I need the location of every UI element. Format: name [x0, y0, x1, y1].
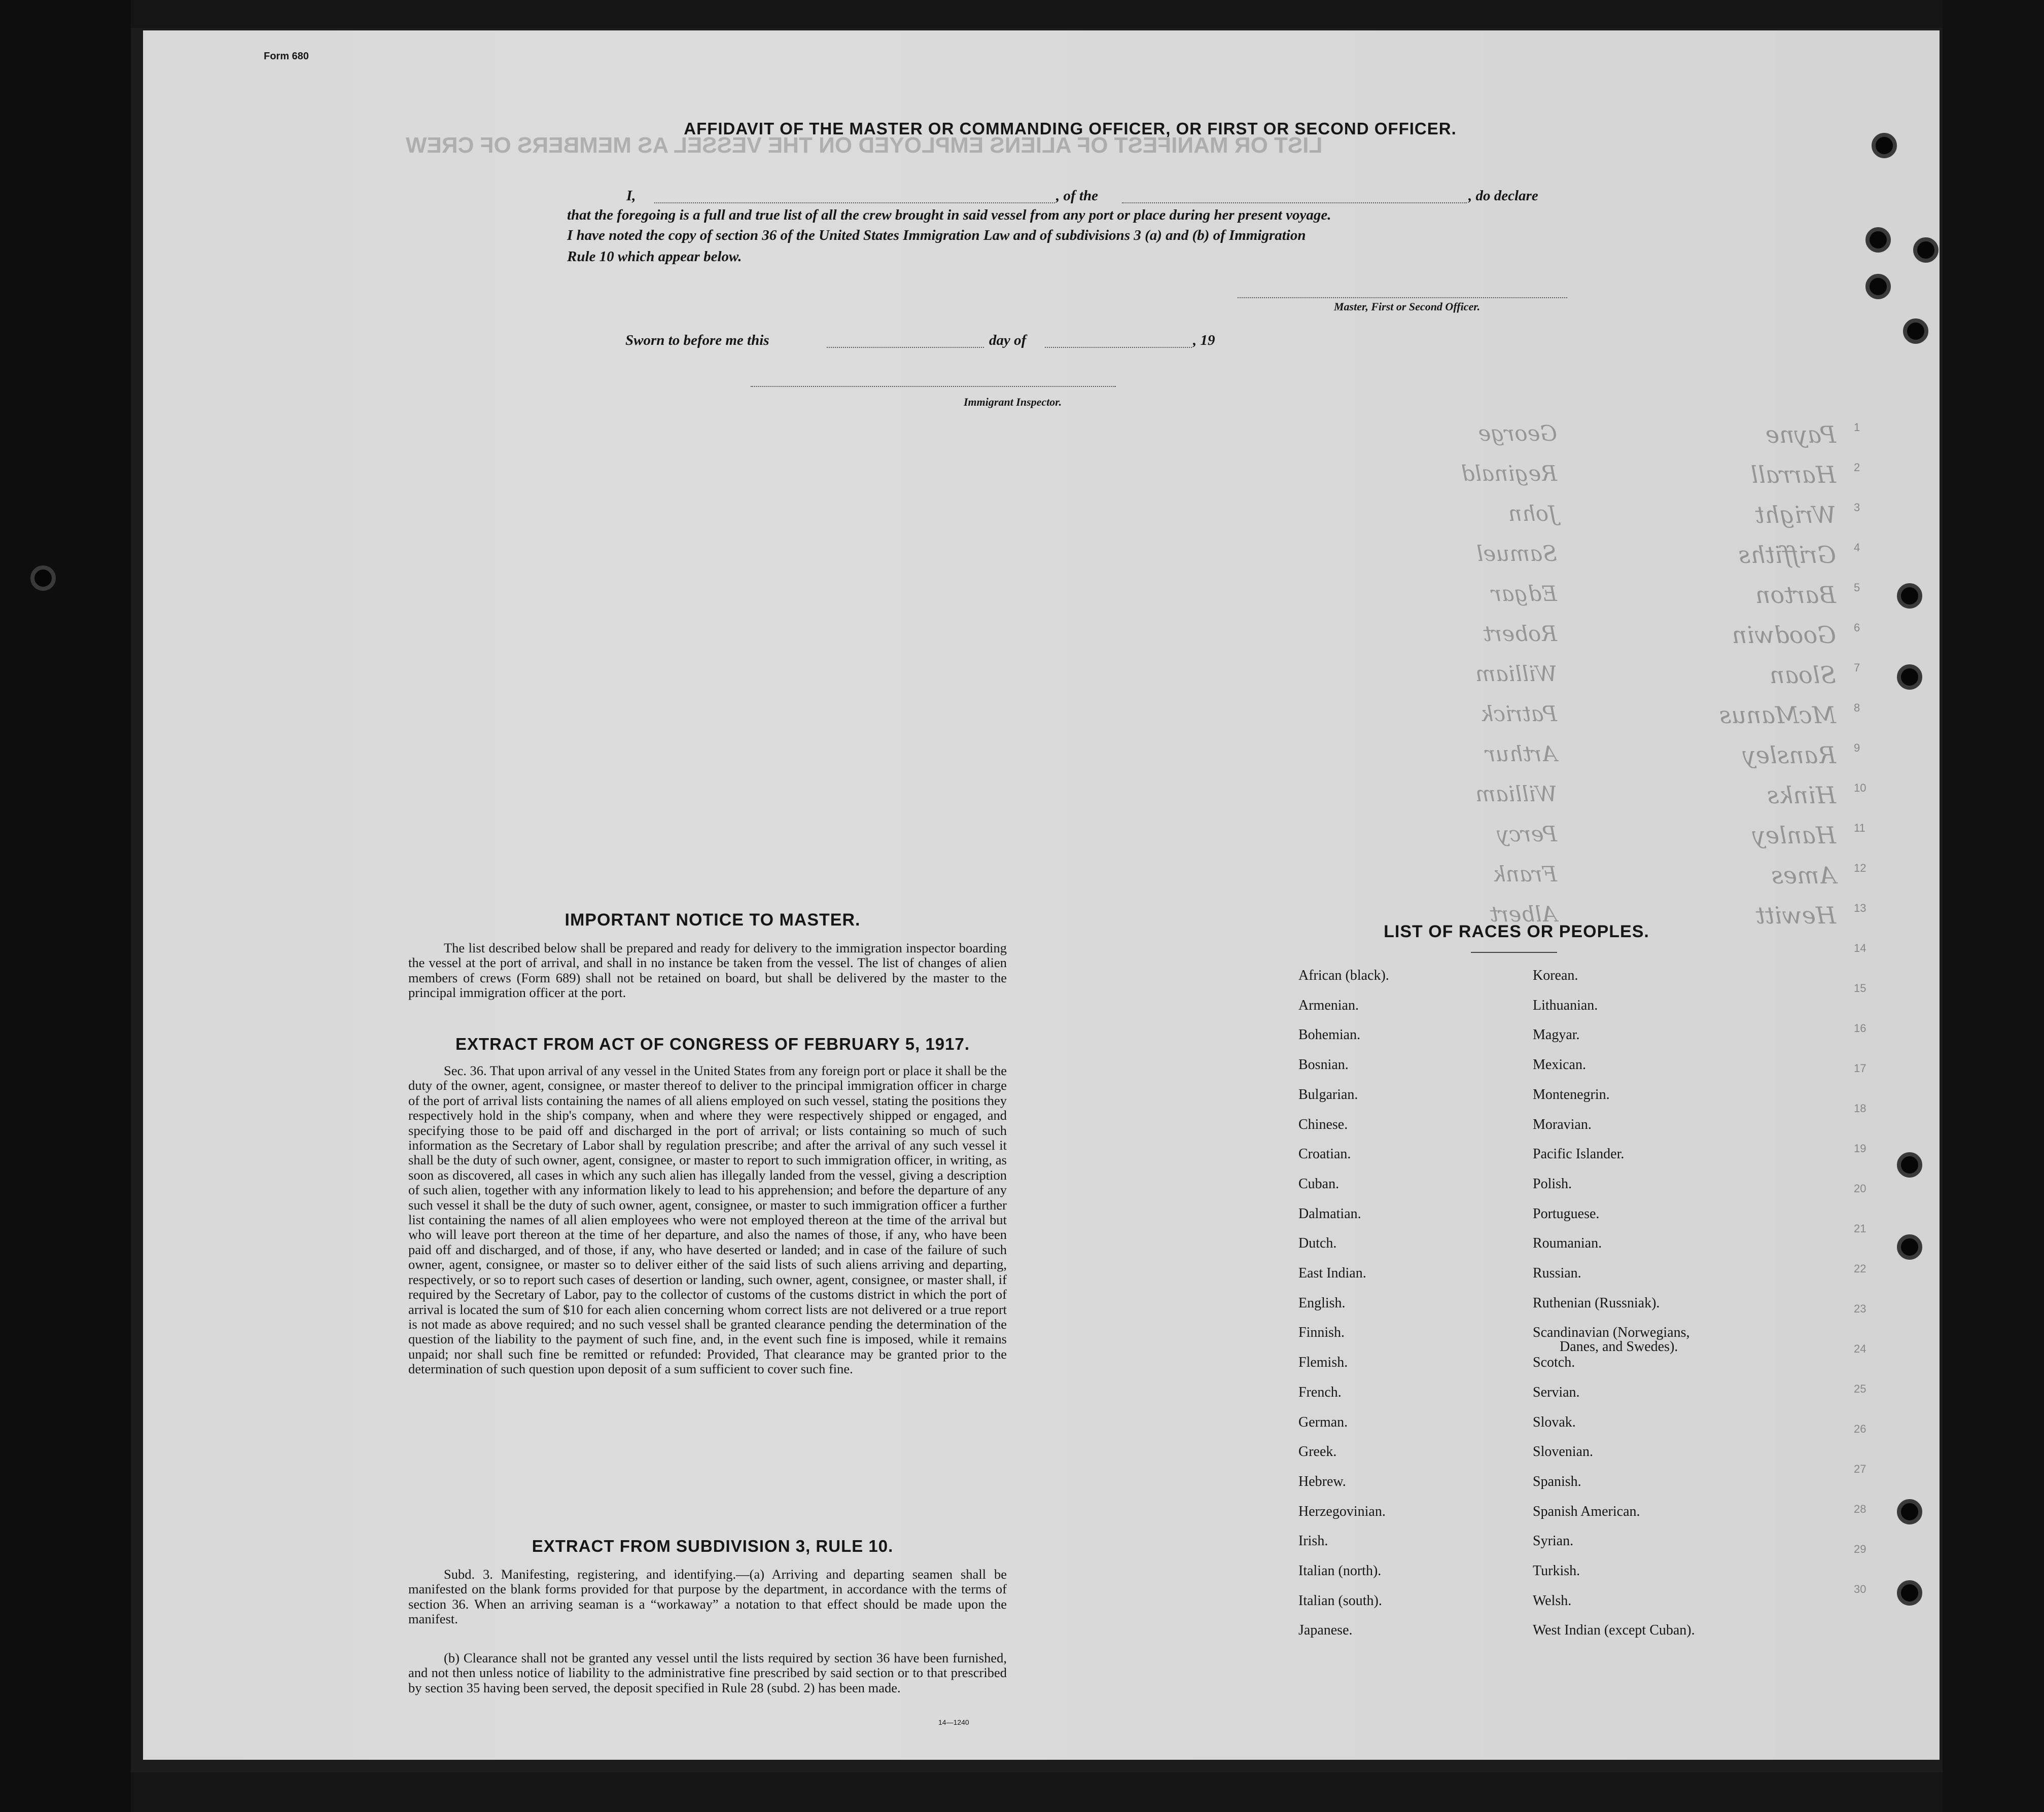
bleed-through-entry: Hanley: [1752, 822, 1836, 849]
sworn-month-field: [1045, 346, 1192, 348]
bleed-through-row-number: 21: [1854, 1222, 1866, 1235]
race-item: Welsh.: [1533, 1592, 1572, 1609]
race-item: African (black).: [1298, 968, 1389, 983]
race-item: Scandinavian (Norwegians,: [1533, 1325, 1690, 1341]
race-item: Moravian.: [1533, 1116, 1592, 1132]
bleed-through-entry: McManus: [1719, 701, 1836, 729]
affidavit-line4: Rule 10 which appear below.: [567, 248, 742, 265]
master-name-field: [654, 202, 1055, 203]
race-item: East Indian.: [1298, 1265, 1366, 1281]
punch-hole: [1897, 1234, 1922, 1260]
race-item: Servian.: [1533, 1384, 1580, 1400]
punch-hole: [1897, 1580, 1922, 1606]
bleed-through-entry: Patrick: [1481, 701, 1557, 726]
affidavit-line1-declare: , do declare: [1468, 188, 1538, 204]
sworn-day-of: day of: [989, 332, 1027, 348]
act-title: EXTRACT FROM ACT OF CONGRESS OF FEBRUARY 5, 1917.: [455, 1035, 970, 1053]
races-title: LIST OF RACES OR PEOPLES.: [1384, 922, 1649, 941]
bleed-through-row-number: 27: [1854, 1463, 1866, 1475]
race-item: Armenian.: [1298, 997, 1359, 1013]
bleed-through-entry: Albert: [1490, 902, 1557, 927]
race-item: Irish.: [1298, 1533, 1328, 1549]
film-border-right: [1943, 0, 2044, 1812]
bleed-through-entry: Wright: [1755, 501, 1836, 528]
rule-title: EXTRACT FROM SUBDIVISION 3, RULE 10.: [532, 1537, 894, 1555]
bleed-through-title: LIST OR MANIFEST OF ALIENS EMPLOYED ON THE VESSEL AS MEMBERS OF CREW: [406, 133, 1323, 158]
race-item: Finnish.: [1298, 1325, 1345, 1341]
master-signature-label: Master, First or Second Officer.: [1334, 300, 1481, 313]
punch-hole: [1865, 274, 1891, 299]
race-item: Polish.: [1533, 1176, 1572, 1192]
bleed-through-row-number: 7: [1854, 661, 1860, 674]
bleed-through-entry: Payne: [1765, 421, 1836, 448]
bleed-through-row-number: 4: [1854, 541, 1860, 554]
affidavit-title: AFFIDAVIT OF THE MASTER OR COMMANDING OFFICER, OR FIRST OR SECOND OFFICER.: [684, 119, 1457, 138]
race-item: German.: [1298, 1414, 1348, 1430]
race-item: Spanish.: [1533, 1473, 1581, 1489]
bleed-through-entry: George: [1478, 421, 1557, 446]
print-code: 14—1240: [938, 1718, 969, 1726]
bleed-through-row-number: 15: [1854, 982, 1866, 994]
master-signature-line: [1238, 297, 1567, 298]
race-item: Bulgarian.: [1298, 1086, 1358, 1103]
bleed-through-row-number: 19: [1854, 1142, 1866, 1155]
race-item: Magyar.: [1533, 1027, 1580, 1043]
sworn-year: , 19: [1193, 332, 1215, 348]
film-border-left: [0, 0, 131, 1812]
punch-hole: [1903, 318, 1928, 344]
punch-hole: [1897, 664, 1922, 690]
bleed-through-row-number: 30: [1854, 1583, 1866, 1595]
race-item: Italian (north).: [1298, 1563, 1382, 1579]
bleed-through-row-number: 18: [1854, 1102, 1866, 1115]
bleed-through-entry: Frank: [1493, 862, 1557, 886]
bleed-through-entry: Ames: [1771, 862, 1836, 889]
bleed-through-row-number: 16: [1854, 1022, 1866, 1035]
rule-text-b: (b) Clearance shall not be granted any vessel until the lists required by section 36 have been furnished, and not then unless notice of liability to the administrative fine prescribed by said section or to that prescribed by section 35 having been served, the deposit specified in Rule 28 (subd. 2) has been made.: [408, 1650, 1007, 1695]
race-item: Greek.: [1298, 1444, 1337, 1460]
race-item: Montenegrin.: [1533, 1086, 1610, 1103]
bleed-through-entry: Arthur: [1485, 741, 1557, 766]
bleed-through-row-number: 23: [1854, 1302, 1866, 1315]
race-item: Mexican.: [1533, 1057, 1586, 1073]
bleed-through-entry: William: [1475, 781, 1557, 806]
bleed-through-entry: Goodwin: [1732, 621, 1836, 649]
race-item: Pacific Islander.: [1533, 1146, 1625, 1162]
race-item: Bosnian.: [1298, 1057, 1349, 1073]
bleed-through-entry: Percy: [1497, 822, 1557, 846]
race-item: Spanish American.: [1533, 1503, 1640, 1519]
race-item: Flemish.: [1298, 1355, 1348, 1371]
notice-text: The list described below shall be prepared and ready for delivery to the immigration inspector boarding the vessel at the port of arrival, and shall in no instance be taken from the vessel. The list of changes of alien members of crews (Form 689) shall not be retained on board, but shall be delivered by the master to the principal immigration officer at the port.: [408, 940, 1007, 1001]
bleed-through-entry: Reginald: [1461, 461, 1557, 486]
bleed-through-row-number: 1: [1854, 421, 1860, 434]
notice-title: IMPORTANT NOTICE TO MASTER.: [565, 910, 861, 930]
bleed-through-entry: John: [1508, 501, 1557, 526]
affidavit-line1-of-the: , of the: [1056, 188, 1098, 204]
bleed-through-row-number: 10: [1854, 781, 1866, 794]
race-item: Lithuanian.: [1533, 997, 1598, 1013]
punch-hole: [30, 565, 56, 591]
vessel-name-field: [1122, 202, 1467, 203]
bleed-through-entry: Edgar: [1491, 581, 1557, 606]
bleed-through-row-number: 20: [1854, 1182, 1866, 1195]
bleed-through-entry: William: [1475, 661, 1557, 686]
race-item: Croatian.: [1298, 1146, 1351, 1162]
bleed-through-row-number: 8: [1854, 701, 1860, 714]
bleed-through-row-number: 28: [1854, 1503, 1866, 1515]
bleed-through-names: [1552, 421, 1836, 969]
punch-hole: [1872, 133, 1897, 158]
race-item: Turkish.: [1533, 1563, 1580, 1579]
race-item: Slovak.: [1533, 1414, 1576, 1430]
affidavit-line3: I have noted the copy of section 36 of the United States Immigration Law and of subdivisions 3 (a) and (b) of Immigration: [567, 227, 1306, 243]
inspector-label: Immigrant Inspector.: [964, 396, 1062, 408]
bleed-through-entry: Ransley: [1742, 741, 1836, 769]
bleed-through-row-number: 6: [1854, 621, 1860, 634]
races-title-rule: [1471, 952, 1557, 953]
punch-hole: [1897, 1499, 1922, 1524]
bleed-through-row-number: 2: [1854, 461, 1860, 474]
race-item: Chinese.: [1298, 1116, 1348, 1132]
affidavit-line1-i: I,: [626, 188, 636, 204]
race-item: Herzegovinian.: [1298, 1503, 1386, 1519]
race-item: Syrian.: [1533, 1533, 1574, 1549]
punch-hole: [1897, 583, 1922, 609]
bleed-through-row-number: 5: [1854, 581, 1860, 594]
race-item: Cuban.: [1298, 1176, 1340, 1192]
race-item: Russian.: [1533, 1265, 1581, 1281]
race-item-continuation: Danes, and Swedes).: [1560, 1339, 1678, 1355]
affidavit-line2: that the foregoing is a full and true list of all the crew brought in said vessel from any port or place during her present voyage.: [567, 207, 1331, 223]
race-item: English.: [1298, 1295, 1346, 1311]
punch-hole: [1897, 1152, 1922, 1178]
punch-hole: [1865, 227, 1891, 253]
bleed-through-row-numbers: [1854, 421, 1884, 1638]
race-item: Ruthenian (Russniak).: [1533, 1295, 1660, 1311]
punch-hole: [1913, 237, 1939, 263]
bleed-through-entry: Robert: [1483, 621, 1557, 646]
race-item: West Indian (except Cuban).: [1533, 1622, 1695, 1639]
bleed-through-row-number: 13: [1854, 902, 1866, 914]
bleed-through-row-number: 22: [1854, 1262, 1866, 1275]
race-item: Scotch.: [1533, 1355, 1575, 1371]
race-item: Bohemian.: [1298, 1027, 1361, 1043]
bleed-through-entry: Samuel: [1476, 541, 1557, 566]
bleed-through-row-number: 25: [1854, 1382, 1866, 1395]
race-item: Japanese.: [1298, 1622, 1353, 1639]
bleed-through-entry: Hewitt: [1755, 902, 1836, 929]
bleed-through-entry: Harrall: [1750, 461, 1836, 488]
bleed-through-row-number: 17: [1854, 1062, 1866, 1075]
bleed-through-row-number: 3: [1854, 501, 1860, 514]
bleed-through-entry: Hinks: [1767, 781, 1836, 809]
bleed-through-row-number: 11: [1854, 822, 1865, 834]
sworn-text: Sworn to before me this: [625, 332, 769, 348]
race-item: French.: [1298, 1384, 1342, 1400]
sworn-day-field: [827, 346, 984, 348]
race-item: Dalmatian.: [1298, 1205, 1361, 1222]
race-item: Korean.: [1533, 968, 1578, 983]
race-item: Portuguese.: [1533, 1205, 1600, 1222]
race-item: Roumanian.: [1533, 1235, 1602, 1252]
rule-text-a: Subd. 3. Manifesting, registering, and identifying.—(a) Arriving and departing seamen shall be manifested on the blank forms provided for that purpose by the department, in accordance with the terms of section 36. When an arriving seaman is a “workaway” a notation to that effect should be made upon the manifest.: [408, 1567, 1007, 1627]
bleed-through-entry: Griffiths: [1738, 541, 1836, 569]
bleed-through-given: [1344, 421, 1557, 969]
race-item: Slovenian.: [1533, 1444, 1593, 1460]
bleed-through-row-number: 12: [1854, 862, 1866, 874]
race-item: Hebrew.: [1298, 1473, 1346, 1489]
bleed-through-row-number: 26: [1854, 1423, 1866, 1435]
form-number: Form 680: [264, 51, 309, 62]
bleed-through-row-number: 14: [1854, 942, 1866, 954]
race-item: Italian (south).: [1298, 1592, 1382, 1609]
bleed-through-row-number: 29: [1854, 1543, 1866, 1555]
bleed-through-entry: Sloan: [1770, 661, 1836, 689]
bleed-through-entry: Barton: [1755, 581, 1836, 609]
bleed-through-row-number: 24: [1854, 1342, 1866, 1355]
bleed-through-row-number: 9: [1854, 741, 1860, 754]
race-item: Dutch.: [1298, 1235, 1337, 1252]
act-text: Sec. 36. That upon arrival of any vessel in the United States from any foreign port or place it shall be the duty of the owner, agent, consignee, or master thereof to deliver to the principal immigration officer in charge of the port of arrival lists containing the names of all aliens employed on such vessel, stating the positions they respectively hold in the ship's company, when and where they were respectively shipped or engaged, and specifying those to be paid off and discharged in the port of arrival; or lists containing so much of such information as the Secretary of Labor shall by regulation prescribe; and after the arrival of any such vessel it shall be the duty of such owner, agent, consignee, or master to report to such immigration officer, in writing, as soon as discovered, all cases in which any such alien has illegally landed from the vessel, giving a description of such alien, together with any information likely to lead to his apprehension; and before the departure of any such vessel it shall be the duty of such owner, agent, consignee, or master to such immigration officer a further list containing the names of all alien employees who were not employed thereon at the time of the arrival but who will leave port thereon at the time of her departure, and also the names of those, if any, who have been paid off and discharged, and of those, if any, who have deserted or landed; and in case of the failure of such owner, agent, consignee, or master so to deliver either of the said lists of such aliens arriving and departing, respectively, or so to report such cases of desertion or landing, such owner, agent, consignee, or master shall, if required by the Secretary of Labor, pay to the collector of customs of the customs district in which the port of arrival is located the sum of $10 for each alien concerning whom correct lists are not delivered or a true report is not made as above required; and no such vessel shall be granted clearance pending the determination of the question of the liability to the payment of such fine, and, in the event such fine is imposed, while it remains unpaid; nor shall such fine be remitted or refunded: Provided, That clearance may be granted prior to the determination of such question upon deposit of a sum sufficient to cover such fine.: [408, 1063, 1007, 1377]
inspector-signature-line: [751, 385, 1116, 387]
